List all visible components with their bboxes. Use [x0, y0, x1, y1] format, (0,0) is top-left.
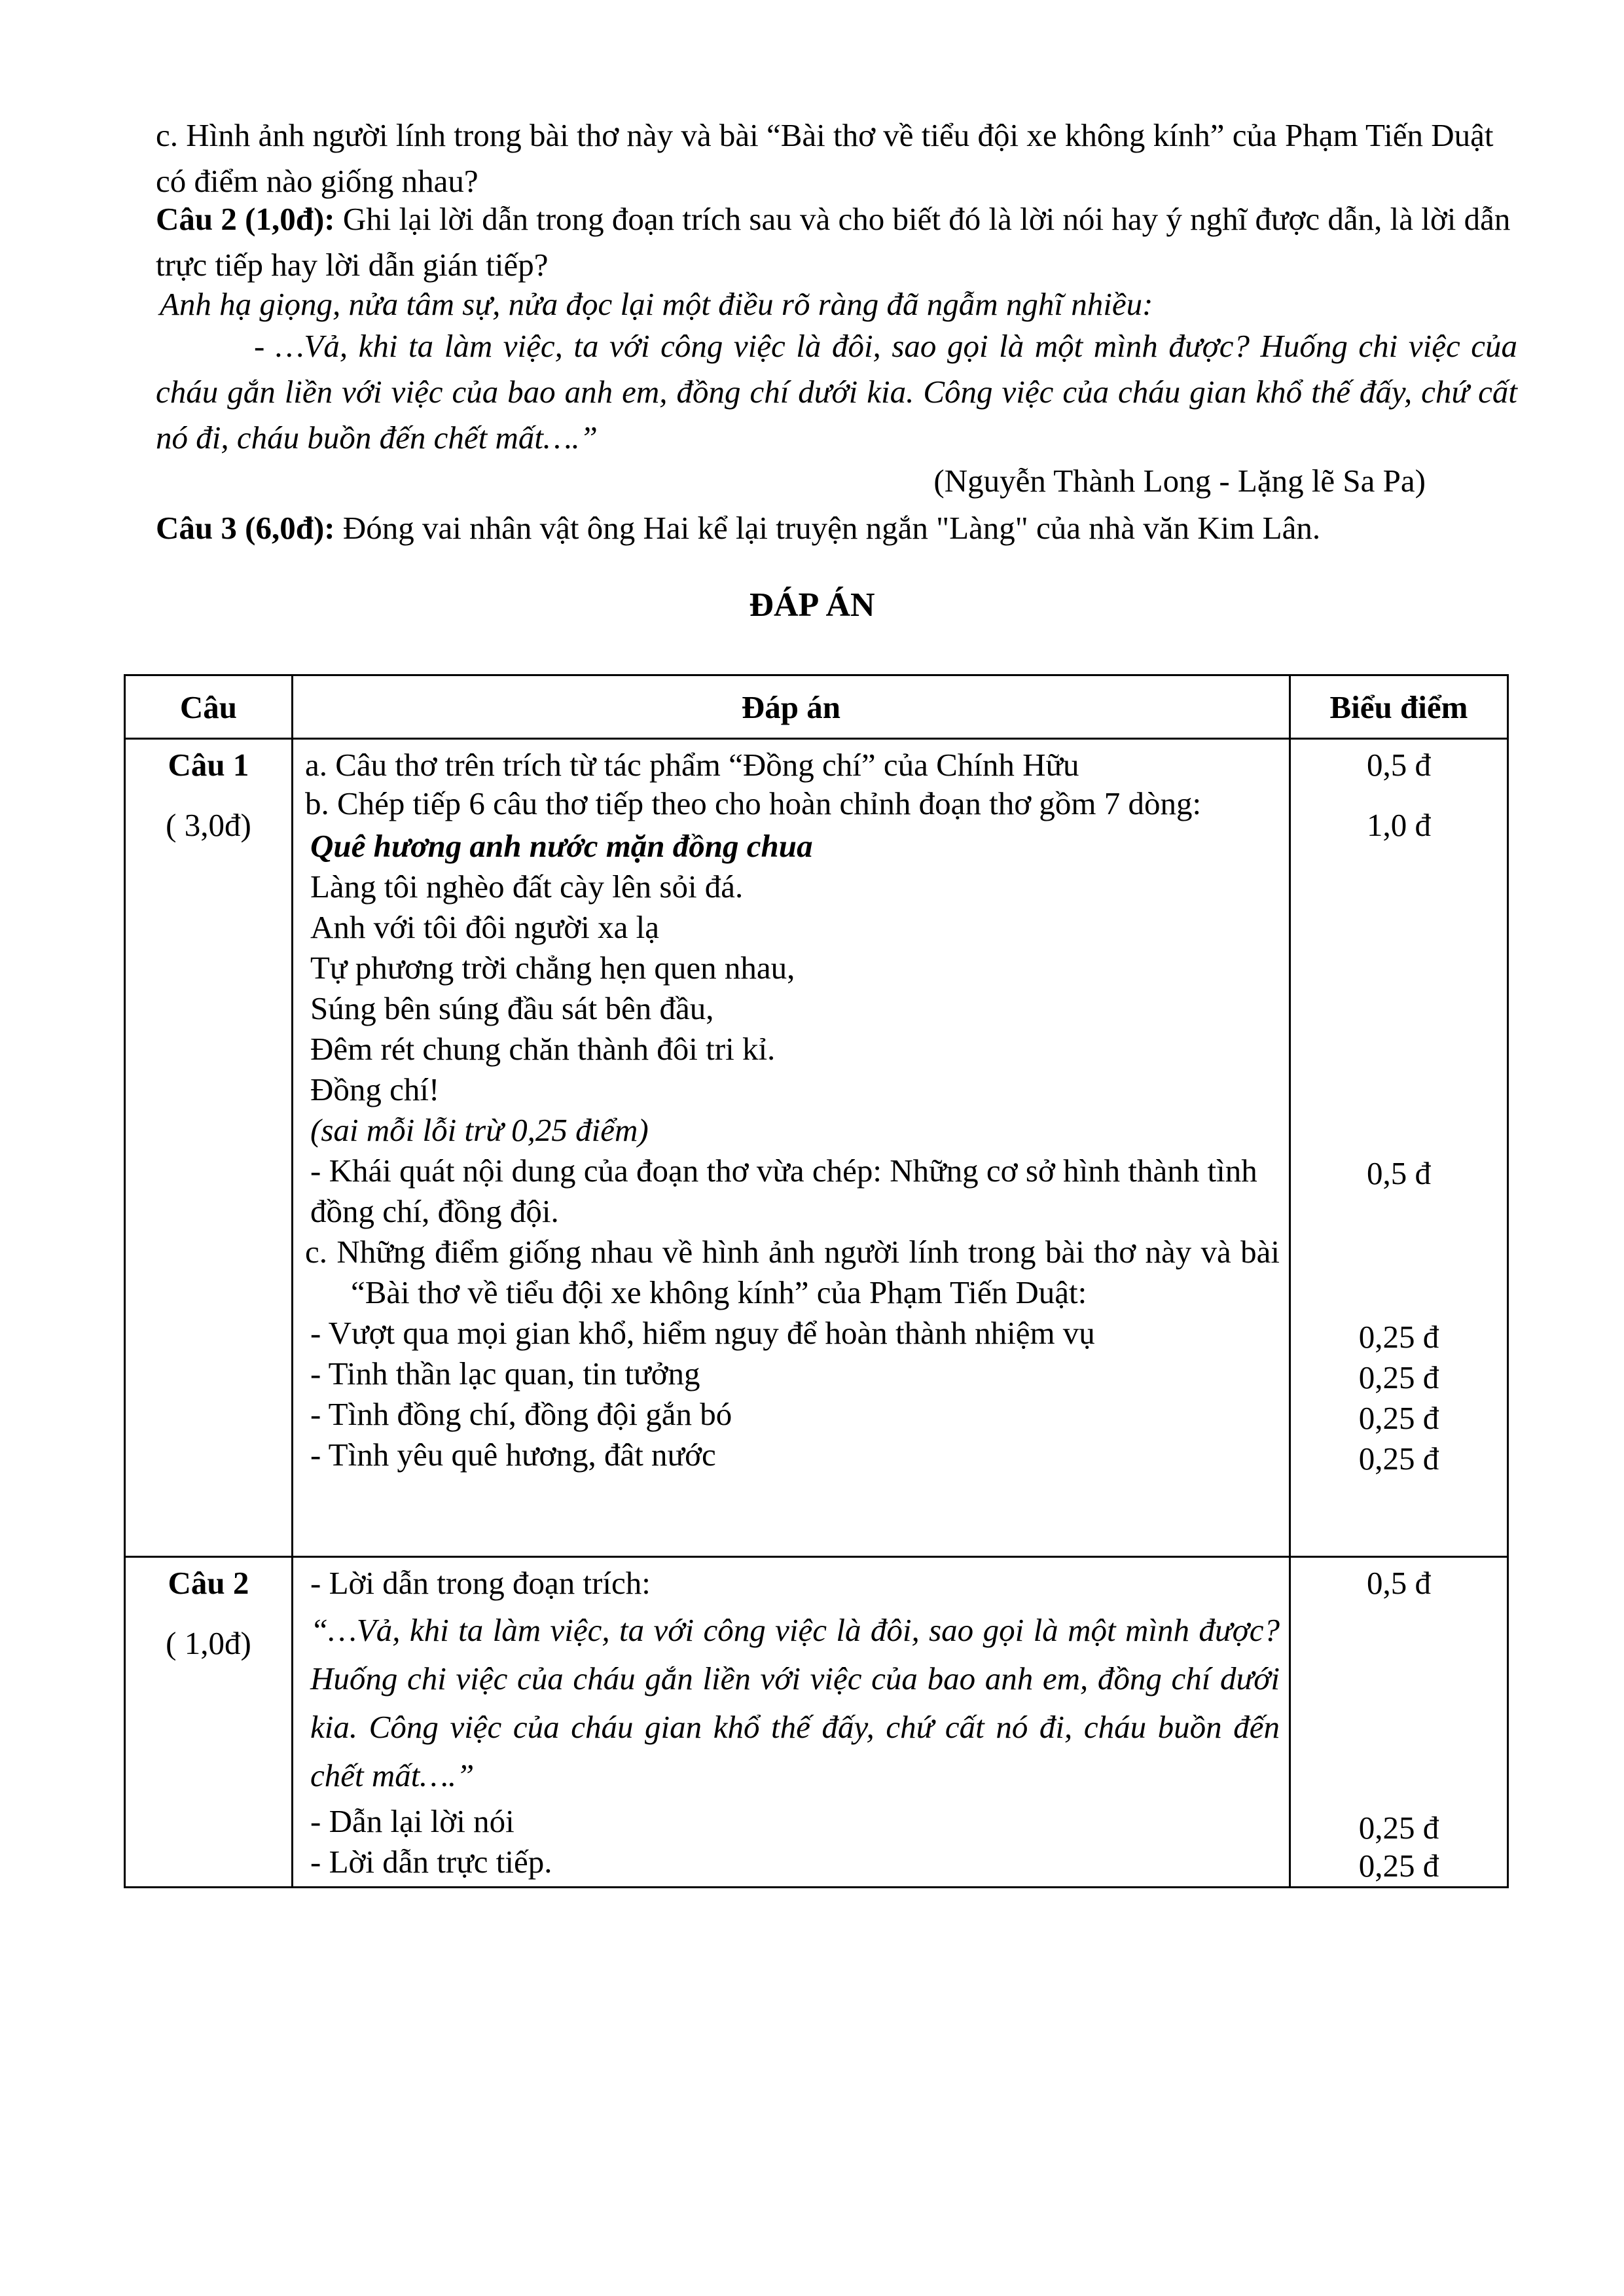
row2-intro: - Lời dẫn trong đoạn trích:	[310, 1565, 651, 1601]
row2-cau-label: Câu 2	[168, 1565, 249, 1601]
answer-table	[124, 674, 1509, 1888]
row1-point-a: 0,5 đ	[1367, 747, 1431, 783]
row1-point-c3: 0,25 đ	[1358, 1400, 1439, 1436]
row1-cau-label: Câu 1	[168, 747, 249, 783]
row1-point-c4: 0,25 đ	[1358, 1441, 1439, 1477]
table-row	[125, 1557, 1508, 1888]
row1-point-c2: 0,25 đ	[1358, 1359, 1439, 1395]
row1-cau-score: ( 3,0đ)	[166, 807, 251, 843]
row1-point-c1: 0,25 đ	[1358, 1319, 1439, 1355]
header-bieu-diem: Biểu điểm	[1290, 675, 1508, 739]
row1-line-a: a. Câu thơ trên trích từ tác phẩm “Đồng chí” của Chính Hữu	[305, 747, 1079, 783]
question-2-source: (Nguyễn Thành Long - Lặng lẽ Sa Pa)	[933, 463, 1426, 499]
header-cau: Câu	[125, 675, 293, 739]
question-2-text: Ghi lại lời dẫn trong đoạn trích sau và cho biết đó là lời nói hay ý nghĩ được dẫn, là lời dẫn trực tiếp hay lời dẫn gián tiếp?	[156, 201, 1511, 283]
row1-point-summary: 0,5 đ	[1367, 1155, 1431, 1191]
row1-line-c: c. Những điểm giống nhau về hình ảnh người lính trong bài thơ này và bài “Bài thơ về tiểu đội xe không kính” của Phạm Tiến Duật:	[305, 1234, 1280, 1310]
question-2-quote-body: - …Vả, khi ta làm việc, ta với công việc là đôi, sao gọi là một mình được? Huống chi việc của cháu gắn liền với việc của bao anh em, đồng chí dưới kia. Công việc của cháu gian khổ thế đấy, chứ cất nó đi, cháu buồn đến chết mất….”	[156, 328, 1517, 456]
row1-c4: - Tình yêu quê hương, đât nước	[310, 1437, 716, 1473]
row1-point-b: 1,0 đ	[1367, 807, 1431, 843]
row1-poem-1: Quê hương anh nước mặn đồng chua	[310, 828, 813, 864]
row2-cau-cell	[125, 1557, 293, 1888]
row1-poem-2: Làng tôi nghèo đất cày lên sỏi đá.	[310, 869, 744, 905]
question-1c: c. Hình ảnh người lính trong bài thơ này và bài “Bài thơ về tiểu đội xe không kính” của Phạm Tiến Duật có điểm nào giống nhau?	[156, 117, 1494, 199]
question-2	[156, 196, 1517, 288]
row2-point-l1: 0,25 đ	[1358, 1810, 1439, 1846]
row1-note: (sai mỗi lỗi trừ 0,25 điểm)	[310, 1112, 649, 1148]
row2-l2: - Lời dẫn trực tiếp.	[310, 1844, 552, 1880]
row1-summary: - Khái quát nội dung của đoạn thơ vừa chép: Những cơ sở hình thành tình đồng chí, đồng đội.	[310, 1153, 1257, 1229]
question-2-label: Câu 2 (1,0đ):	[156, 201, 335, 237]
row1-poem-5: Súng bên súng đầu sát bên đầu,	[310, 990, 714, 1026]
header-dap-an: Đáp án	[293, 675, 1290, 739]
row1-points-cell	[1290, 739, 1508, 1557]
row1-poem-7: Đồng chí!	[310, 1071, 440, 1107]
question-3	[156, 505, 1517, 551]
row1-c1: - Vượt qua mọi gian khổ, hiểm nguy để hoàn thành nhiệm vụ	[310, 1315, 1095, 1351]
row1-poem-4: Tự phương trời chẳng hẹn quen nhau,	[310, 950, 795, 986]
row2-cau-score: ( 1,0đ)	[166, 1625, 251, 1661]
row2-l1: - Dẫn lại lời nói	[310, 1803, 514, 1839]
row2-point-l2: 0,25 đ	[1358, 1848, 1439, 1884]
table-header-row	[125, 675, 1508, 739]
row1-cau-cell	[125, 739, 293, 1557]
row1-answer-cell	[293, 739, 1290, 1557]
question-2-quote-intro: Anh hạ giọng, nửa tâm sự, nửa đọc lại một điều rõ ràng đã ngẫm nghĩ nhiều:	[160, 286, 1153, 322]
row2-point-intro: 0,5 đ	[1367, 1565, 1431, 1601]
row2-answer-cell	[293, 1557, 1290, 1888]
question-3-label: Câu 3 (6,0đ):	[156, 510, 335, 546]
row1-c2: - Tinh thần lạc quan, tin tưởng	[310, 1355, 700, 1391]
answer-title: ĐÁP ÁN	[749, 586, 875, 624]
row1-poem-3: Anh với tôi đôi người xa lạ	[310, 909, 659, 945]
row1-line-b: b. Chép tiếp 6 câu thơ tiếp theo cho hoàn chỉnh đoạn thơ gồm 7 dòng:	[305, 785, 1202, 821]
row2-quote: “…Vả, khi ta làm việc, ta với công việc là đôi, sao gọi là một mình được? Huống chi việc của cháu gắn liền với việc của bao anh em, đồng chí dưới kia. Công việc của cháu gian khổ thế đấy, chứ cất nó đi, cháu buồn đến chết mất….”	[310, 1612, 1280, 1793]
table-row	[125, 739, 1508, 1557]
row1-poem-6: Đêm rét chung chăn thành đôi tri kỉ.	[310, 1031, 776, 1067]
row2-points-cell	[1290, 1557, 1508, 1888]
question-3-text: Đóng vai nhân vật ông Hai kể lại truyện ngắn "Làng" của nhà văn Kim Lân.	[334, 510, 1321, 546]
row1-c3: - Tình đồng chí, đồng đội gắn bó	[310, 1396, 732, 1432]
